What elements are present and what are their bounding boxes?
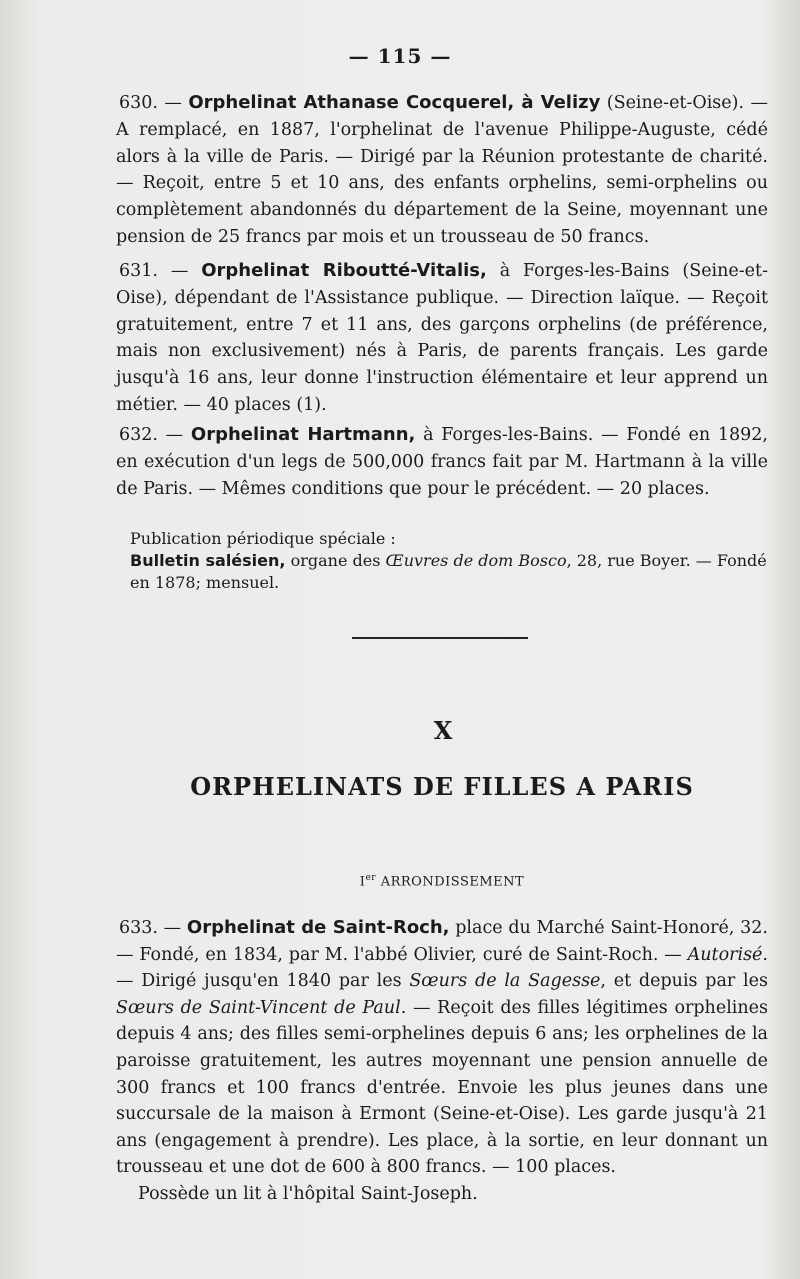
entry-text: à Forges-les-Bains (Seine-et-Oise), dépendant de l'Assistance publique. — Direction laïque. — Reçoit gratuitement, entre 7 et 11 ans, des garçons orphelins (de préférence, mais non exclusivement) nés à Paris, de parents français. Les garde jusqu'à 16 ans, leur donne l'instruction élémentaire et leur apprend un métier. — 40 places (1). [116,261,768,415]
entry-text: (Seine-et-Oise). — A remplacé, en 1887, l'orphelinat de l'avenue Philippe-Auguste, cédé alors à la ville de Paris. — Dirigé par la Réunion protestante de charité. — Reçoit, entre 5 et 10 ans, des enfants orphelins, semi-orphelins ou complètement abandonnés du département de la Seine, moyennant une pension de 25 francs par mois et un trousseau de 50 francs. [116,93,768,247]
institution-name: Orphelinat Athanase Cocquerel, à Velizy [188,92,601,113]
entry-text: à Forges-les-Bains. — Fondé en 1892, en exécution d'un legs de 500,000 francs fait par M. Hartmann à la ville de Paris. — Mêmes conditions que pour le précédent. — 20 places. [116,425,768,499]
entry-632: 632. — Orphelinat Hartmann, à Forges-les-Bains. — Fondé en 1892, en exécution d'un legs de 500,000 francs fait par M. Hartmann à la ville de Paris. — Mêmes conditions que pour le précédent. — 20 places. [116,424,768,499]
publication-name: Bulletin salésien, [130,551,286,570]
entry-633: 633. — Orphelinat de Saint-Roch, place du Marché Saint-Honoré, 32. — Fondé, en 1834, par M. l'abbé Olivier, curé de Saint-Roch. — Autorisé. — Dirigé jusqu'en 1840 par les Sœurs de la Sagesse, et depuis par les Sœurs de Saint-Vincent de Paul. — Reçoit des filles légitimes orphelines depuis 4 ans; des filles semi-orphelines depuis 6 ans; les orphelines de la paroisse gratuitement, les autres moyennant une pension annuelle de 300 francs et 100 francs d'entrée. Envoie les plus jeunes dans une succursale de la maison à Ermont (Seine-et-Oise). Les garde jusqu'à 21 ans (engagement à prendre). Les place, à la sortie, en leur donnant un trousseau et une dot de 600 à 800 francs. — 100 places. Possède un lit à l'hôpital Saint-Joseph. [116,915,768,1208]
entry-number: 630. [119,93,158,113]
periodical-publication [116,528,768,594]
chapter-title: ORPHELINATS DE FILLES A PARIS [190,772,694,801]
institution-name: Orphelinat Riboutté-Vitalis, [201,260,487,281]
entry-number: 633. [119,918,158,938]
arrondissement-heading: Ier ARRONDISSEMENT [359,873,525,890]
entry-number: 631. [119,261,158,281]
institution-name: Orphelinat Hartmann, [190,424,416,445]
institution-name: Orphelinat de Saint-Roch, [186,917,450,938]
chapter-numeral: X [433,716,453,745]
publication-entry: Bulletin salésien, organe des Œuvres de dom Bosco, 28, rue Boyer. — Fondé en 1878; mensuel. [130,551,767,592]
entry-631: 631. — Orphelinat Riboutté-Vitalis, à Forges-les-Bains (Seine-et-Oise), dépendant de l'Assistance publique. — Direction laïque. — Reçoit gratuitement, entre 7 et 11 ans, des garçons orphelins (de préférence, mais non exclusivement) nés à Paris, de parents français. Les garde jusqu'à 16 ans, leur donne l'instruction élémentaire et leur apprend un métier. — 40 places (1). [116,260,768,415]
section-divider [352,637,528,639]
publication-heading: Publication périodique spéciale : [130,529,396,548]
page-number: — 115 — [348,44,452,68]
entry-630: 630. — Orphelinat Athanase Cocquerel, à Velizy (Seine-et-Oise). — A remplacé, en 1887, l'orphelinat de l'avenue Philippe-Auguste, cédé alors à la ville de Paris. — Dirigé par la Réunion protestante de charité. — Reçoit, entre 5 et 10 ans, des enfants orphelins, semi-orphelins ou complètement abandonnés du département de la Seine, moyennant une pension de 25 francs par mois et un trousseau de 50 francs. [116,92,768,247]
entry-number: 632. [119,425,158,445]
entry-note: Possède un lit à l'hôpital Saint-Joseph. [138,1183,478,1204]
